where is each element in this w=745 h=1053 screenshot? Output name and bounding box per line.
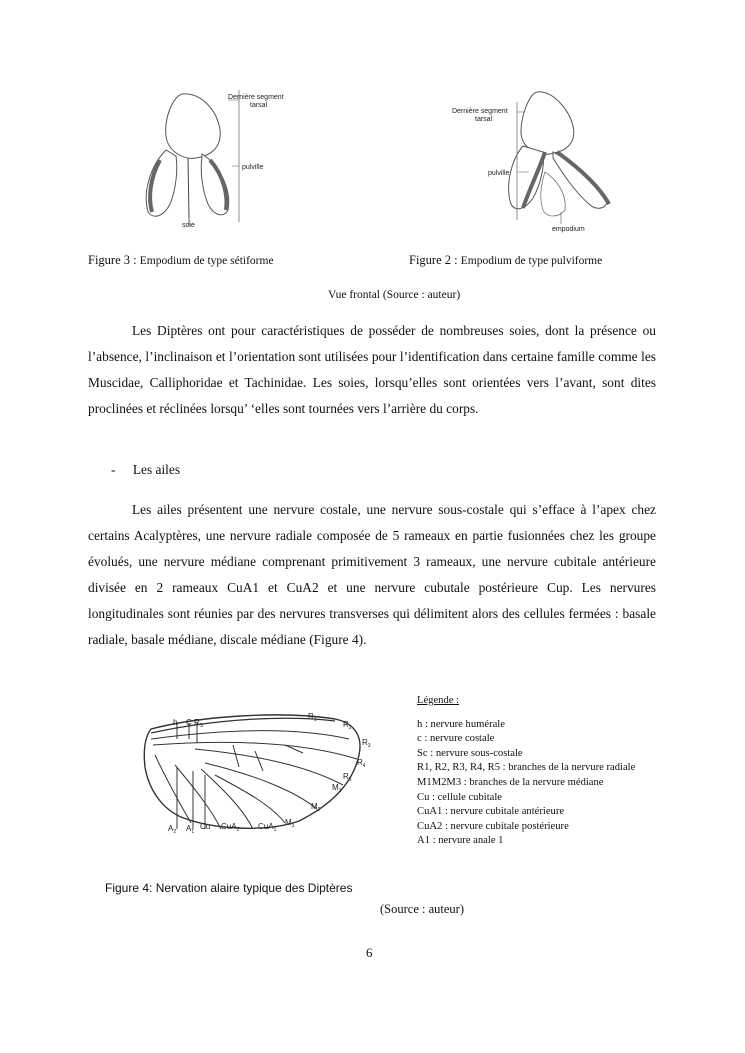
figure2-illustration [449,86,629,236]
fig3-label-segment-1: Dernière segment [228,94,284,101]
legend-item: Cu : cellule cubitale [417,791,503,803]
legend-title: Légende : [417,695,460,706]
fig2-label-pulville: pulville [488,170,510,177]
fig2-label-empodium: empodium [552,226,585,233]
wing-label-c: C [186,718,192,727]
bullet-text: Les ailes [132,462,181,477]
wing-label-cua2: CuA$_2$ [221,822,240,833]
fig2-label-segment-2: tarsal [475,116,493,123]
wing-label-a1: $A_1$ [186,824,195,835]
wing-label-m3: $M_3$ [285,818,295,829]
legend-item: M1M2M3 : branches de la nervure médiane [417,776,604,788]
wing-label-r3: $R_3$ [362,738,371,749]
page-number: 6 [366,945,373,960]
figure4-wing-illustration [135,705,375,845]
section-bullet-wings [111,462,180,478]
wing-label-r1: $R_1$ [308,712,317,723]
legend-item: CuA1 : nervure cubitale antérieure [417,806,565,818]
legend-item: CuA2 : nervure cubitale postérieure [417,820,569,832]
fig3-label-pulville: pulville [242,164,264,171]
wing-label-h: h [173,718,178,727]
wing-label-sc: $R_S$ [194,718,204,729]
legend-item: A1 : nervure anale 1 [417,835,504,847]
wing-label-r4: $R_4$ [357,758,366,769]
bullet-marker: - [111,462,116,477]
wing-label-cu: Cu [200,822,211,831]
fig2-label-segment-1: Dernière segment [452,108,508,115]
wing-label-cua1: CuA$_1$ [258,822,277,833]
wing-label-m1: $M_1$ [332,783,342,794]
figure2-caption-prefix: Figure 2 : [409,253,461,267]
fig3-label-segment-2: tarsal [250,102,268,109]
wing-label-m2: $M_2$ [311,802,321,813]
paragraph-diptera-bristles: Les Diptères ont pour caractéristiques de posséder de nombreuses soies, dont la présence ou l’absence, l’inclinaison et l’orientation sont utilisées pour l’identification dans certaine famille comme les Muscidae, Calliphoridae et Tachinidae. Les soies, lorsqu’elles sont orientées vers l’avant, sont dites proclinées et réclinées lorsqu’ ‘elles sont tournées vers l’arrière du corps. [88,323,656,416]
paragraph-wing-venation: Les ailes présentent une nervure costale, une nervure sous-costale qui s’efface à l’apex chez certains Acalyptères, une nervure radiale composée de 5 rameaux en partie fusionnées chez les groupe évolués, une nervure médiane comprenant primitivement 3 rameaux, une nervure cubitale antérieure divisée en 2 rameaux CuA1 et CuA2 et une nervure cubutale postérieure Cup. Les nervures longitudinales sont réunies par des nervures transverses qui délimitent alors des cellules fermées : basale radiale, basale médiane, discale médiane (Figure 4). [88,502,656,647]
figure2-caption-text: Empodium de type pulviforme [460,255,603,267]
wing-label-r5: $R_5$ [343,772,352,783]
legend-item: h : nervure humérale [417,718,505,730]
figure3-caption [88,253,274,268]
legend-item: c : nervure costale [417,733,495,745]
figure4-legend [417,694,657,849]
figure4-source: (Source : auteur) [380,902,464,916]
legend-item: Sc : nervure sous-costale [417,747,523,759]
wing-label-r2: $R_2$ [343,720,352,731]
view-caption: Vue frontal (Source : auteur) [328,289,461,301]
figure2-caption [409,253,602,268]
legend-item: R1, R2, R3, R4, R5 : branches de la nervure radiale [417,762,636,774]
wing-label-a2: $A_2$ [168,824,177,835]
figure3-caption-text: Empodium de type sétiforme [139,255,274,267]
figure3-caption-prefix: Figure 3 : [88,253,140,267]
figure3-illustration [132,86,292,230]
figure4-caption: Figure 4: Nervation alaire typique des Diptères [105,881,353,895]
fig3-label-soie: soie [182,222,195,229]
